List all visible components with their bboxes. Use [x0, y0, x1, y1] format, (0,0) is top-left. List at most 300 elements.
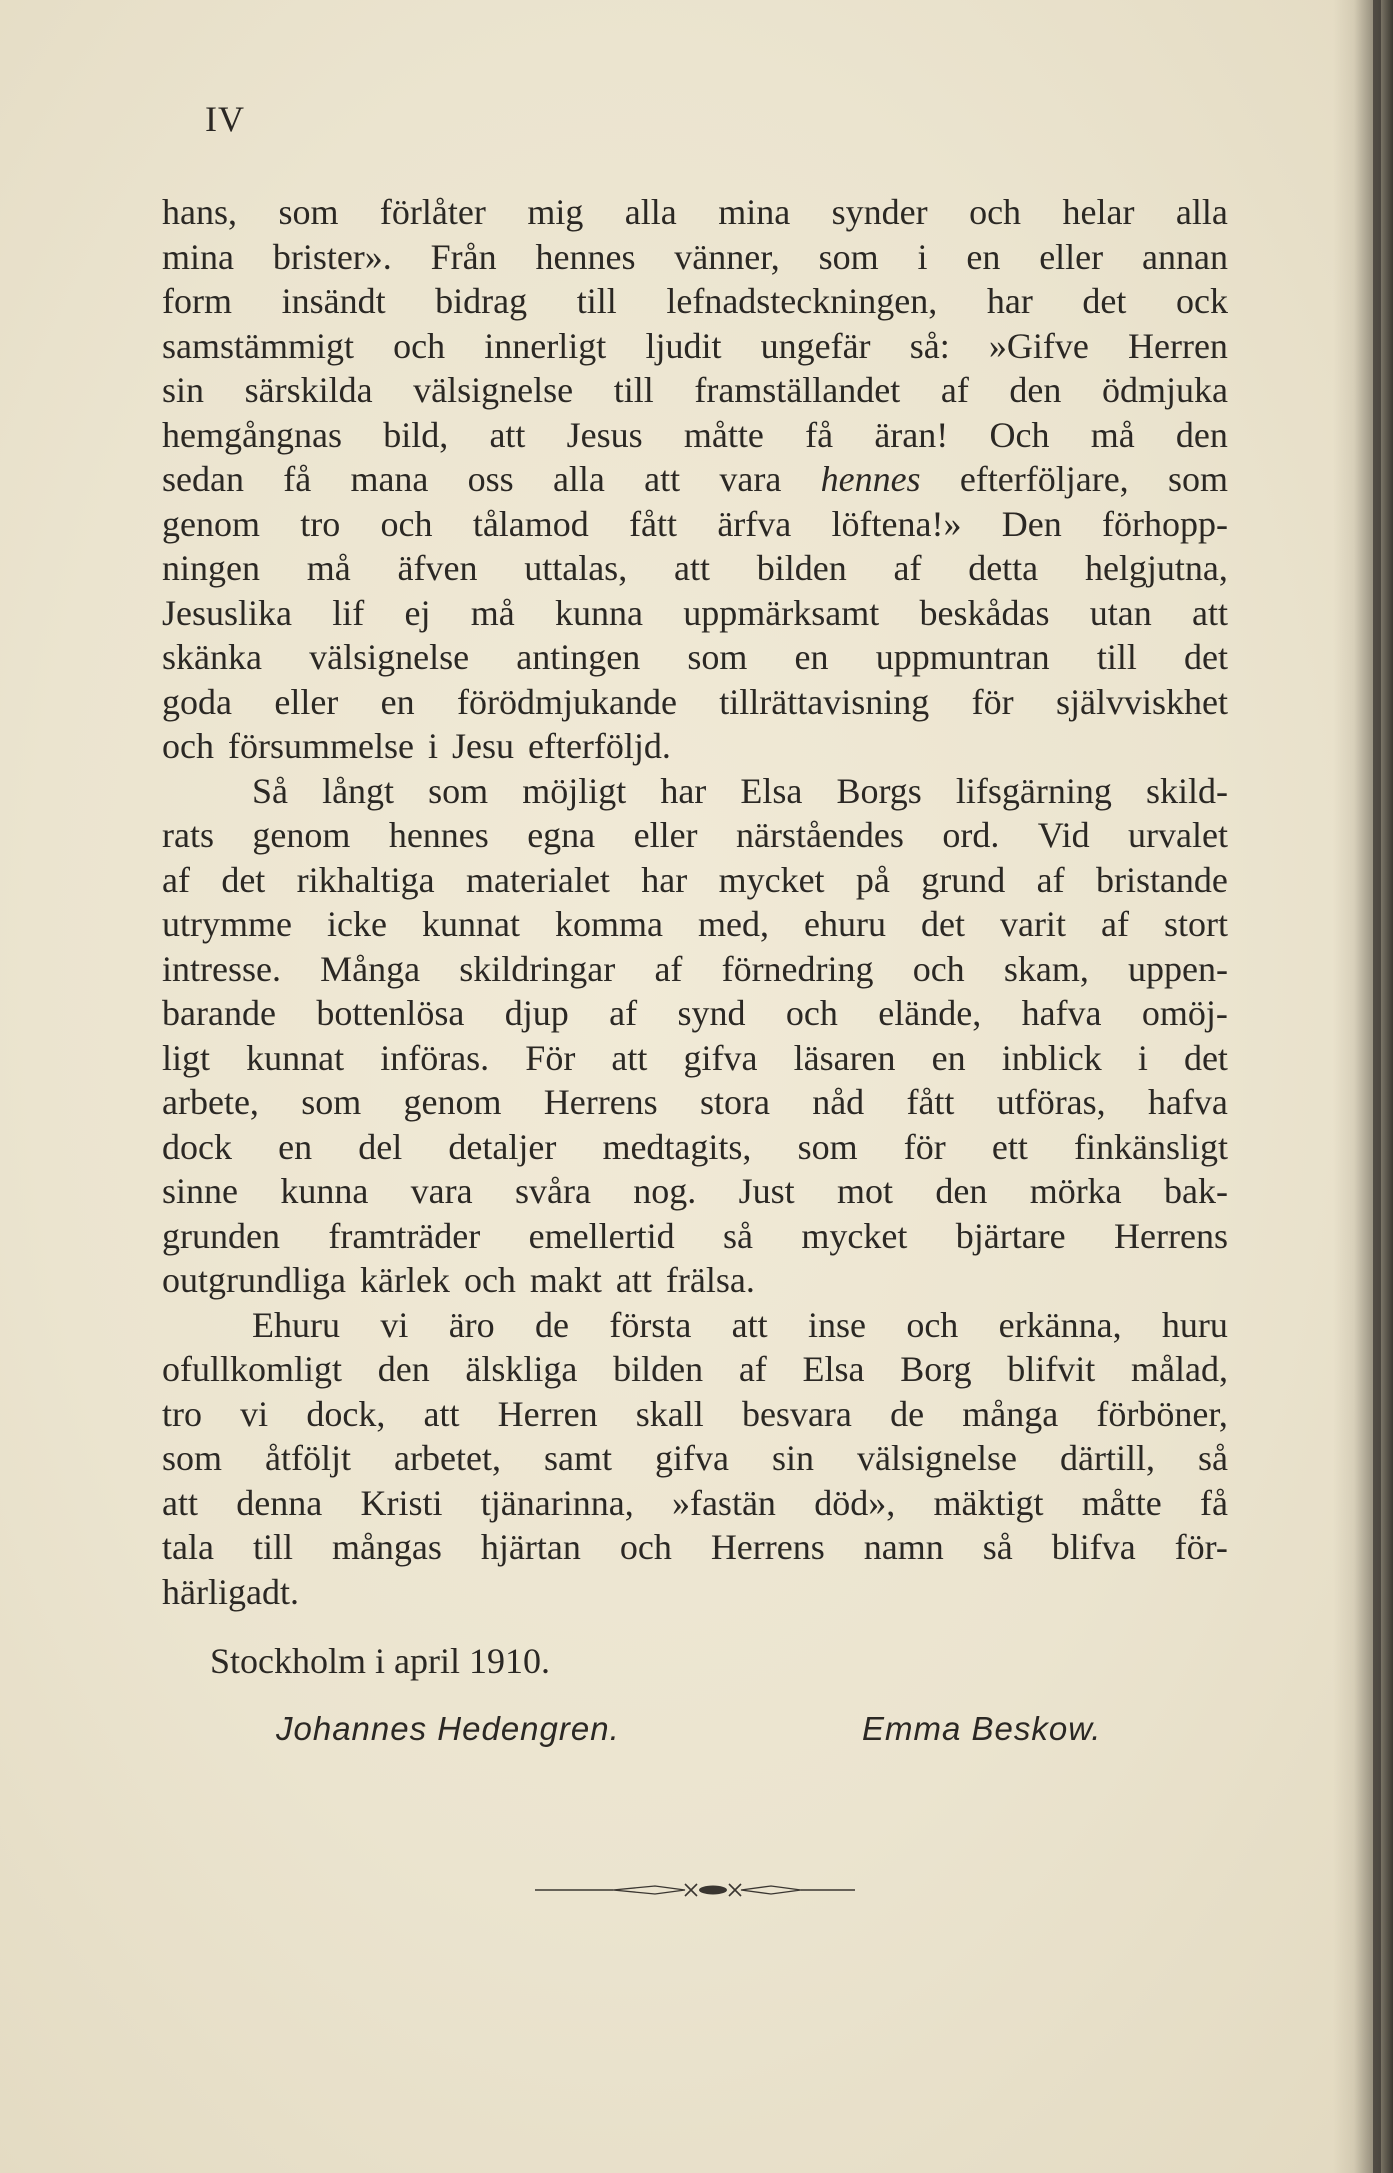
word: rikhaltiga: [296, 859, 435, 900]
word: dock,: [306, 1393, 386, 1434]
word: »Gifve: [988, 325, 1089, 366]
word: en: [931, 1037, 966, 1078]
word: urvalet: [1128, 815, 1228, 855]
word: måtte: [1081, 1482, 1162, 1523]
word: härligadt.: [162, 1571, 299, 1612]
word: sinne: [162, 1171, 238, 1211]
word: närståendes: [735, 815, 904, 855]
word: att: [489, 414, 526, 455]
word: för: [971, 681, 1014, 722]
word: det: [221, 859, 266, 900]
text-line: [162, 1347, 1228, 1392]
word: hafva: [1147, 1082, 1228, 1122]
word: välsignelse: [309, 637, 470, 677]
word: en: [966, 236, 1001, 277]
word: en: [794, 637, 829, 677]
word: samstämmigt: [162, 325, 354, 366]
word: åtföljt: [265, 1438, 352, 1478]
word: Borgs: [836, 770, 922, 811]
word: och: [380, 503, 433, 544]
word: beskådas: [919, 592, 1050, 633]
word: framträder: [328, 1215, 481, 1256]
word: medtagits,: [602, 1126, 752, 1167]
word: de: [890, 1393, 925, 1434]
word: vi: [240, 1393, 269, 1434]
word: »fastän: [671, 1482, 776, 1523]
word: efterföljare,: [959, 459, 1129, 499]
word: vänner,: [674, 236, 780, 277]
word: sin: [162, 370, 205, 410]
text-line: [162, 1125, 1228, 1170]
word: i: [427, 726, 438, 766]
word: välsignelse: [413, 370, 574, 410]
ornament-divider: [535, 1880, 855, 1900]
word: på: [855, 859, 890, 900]
word: att: [423, 1393, 460, 1434]
word: och: [912, 948, 965, 989]
word: äran!: [874, 414, 949, 455]
word: få: [805, 414, 834, 455]
word: finkänsligt: [1073, 1126, 1228, 1167]
word: och: [619, 1527, 672, 1567]
word: fått: [906, 1082, 955, 1122]
word: djup: [504, 993, 569, 1033]
binding-shadow: [1333, 0, 1393, 2173]
word: barande: [162, 993, 276, 1033]
word: oss: [467, 459, 514, 499]
word: mina: [718, 192, 791, 232]
word: vi: [380, 1304, 409, 1345]
word: särskilda: [244, 370, 373, 410]
word: hennes: [535, 236, 636, 277]
word: äro: [448, 1304, 495, 1345]
word: död»,: [814, 1482, 896, 1523]
word: hemgångnas: [162, 414, 342, 455]
word: må: [306, 548, 351, 588]
word: i: [1137, 1037, 1148, 1078]
word: erkänna,: [998, 1304, 1122, 1345]
word: efterföljd.: [527, 726, 671, 766]
word: inse: [807, 1304, 866, 1345]
word: ningen: [162, 548, 260, 588]
word: den: [377, 1349, 430, 1389]
word: varit: [999, 904, 1066, 944]
word: införas.: [380, 1037, 490, 1078]
word: Elsa: [802, 1349, 865, 1389]
signature-hedengren: Johannes Hedengren.: [276, 1710, 620, 1747]
word: bjärtare: [955, 1215, 1066, 1256]
word: egna: [527, 815, 596, 855]
word: det: [1184, 637, 1228, 677]
word: kunna: [280, 1171, 369, 1211]
word: mångas: [331, 1527, 442, 1567]
text-line: [162, 413, 1228, 458]
word: välsignelse: [857, 1438, 1017, 1478]
word: förödmjukande: [457, 681, 677, 722]
word: elände,: [878, 993, 982, 1033]
word: Herrens: [543, 1082, 658, 1122]
text-line: [162, 190, 1228, 235]
word: lifsgärning: [955, 770, 1112, 811]
word: tjänarinna,: [480, 1482, 634, 1523]
word: synder: [831, 192, 928, 232]
word: att: [731, 1304, 768, 1345]
word: ödmjuka: [1102, 370, 1228, 410]
word: hans,: [162, 192, 237, 232]
text-line: [162, 813, 1228, 858]
word: bottenlösa: [316, 993, 465, 1033]
word: så: [982, 1527, 1013, 1567]
word: inblick: [1001, 1037, 1102, 1078]
word: mina: [162, 236, 234, 277]
word: uppmuntran: [875, 637, 1050, 677]
word: arbetet,: [394, 1438, 501, 1478]
word: tala: [162, 1527, 214, 1567]
word: Den: [1001, 503, 1062, 544]
word: kunna: [555, 592, 644, 633]
word: mig: [527, 192, 584, 232]
word: som: [1167, 459, 1228, 499]
word: ej: [404, 592, 431, 633]
word: den: [1009, 370, 1062, 410]
word: kunnat: [246, 1037, 345, 1078]
word: långt: [322, 770, 395, 811]
word: bidrag: [435, 281, 528, 321]
word: af: [940, 370, 969, 410]
word: kunnat: [421, 904, 520, 944]
word: Herrens: [1114, 1215, 1228, 1256]
text-line: [162, 902, 1228, 947]
word: utföras,: [996, 1082, 1106, 1122]
text-line: [162, 457, 1228, 502]
text-line: [162, 546, 1228, 591]
text-line: [162, 1436, 1228, 1481]
word: insändt: [281, 281, 386, 321]
word: lif: [332, 592, 365, 633]
word: ungefär: [760, 325, 871, 366]
word: dock: [162, 1126, 232, 1167]
word: må: [1090, 414, 1135, 455]
word: mana: [350, 459, 429, 499]
word: lefnadsteckningen,: [666, 281, 938, 321]
word: uppen-: [1128, 948, 1228, 989]
word: skall: [635, 1393, 704, 1434]
word: omöj-: [1141, 993, 1228, 1033]
word: uttalas,: [524, 548, 628, 588]
word: svåra: [514, 1171, 591, 1211]
text-line: [162, 1169, 1228, 1214]
word: skildringar: [459, 948, 616, 989]
word: läsaren: [793, 1037, 896, 1078]
word: synd: [677, 993, 746, 1033]
word: mäktigt: [933, 1482, 1044, 1523]
word: i: [917, 236, 928, 277]
word: helgjutna,: [1084, 548, 1228, 588]
word: genom: [403, 1082, 502, 1122]
word: ock: [1175, 281, 1228, 321]
word: en: [278, 1126, 313, 1167]
word: genom: [162, 503, 260, 544]
text-line: [162, 1570, 1228, 1615]
word: emellertid: [528, 1215, 675, 1256]
word: bilden: [756, 548, 847, 588]
word: och: [906, 1304, 959, 1345]
word: utan: [1089, 592, 1152, 633]
word: bak-: [1164, 1171, 1228, 1211]
word: vara: [719, 459, 782, 499]
word: den: [1175, 414, 1228, 455]
word: det: [920, 904, 965, 944]
word: tro: [300, 503, 341, 544]
text-line: [162, 1303, 1228, 1348]
word: goda: [162, 681, 232, 722]
word: den: [935, 1171, 988, 1211]
word: fått: [629, 503, 678, 544]
word: Jesus: [566, 414, 643, 455]
word: älskliga: [465, 1349, 578, 1389]
word: Herren: [1127, 325, 1228, 366]
word: mycket: [801, 1215, 908, 1256]
body-text: [162, 190, 1228, 1614]
word: af: [1036, 859, 1065, 900]
word: mycket: [718, 859, 825, 900]
text-line: [162, 1525, 1228, 1570]
word: utrymme: [162, 904, 292, 944]
word: till: [252, 1527, 293, 1567]
text-line: [162, 769, 1228, 814]
word: och: [969, 192, 1022, 232]
word: att: [673, 548, 710, 588]
word: ligt: [162, 1037, 211, 1078]
word: till: [613, 370, 654, 410]
word: alla: [552, 459, 605, 499]
text-line: [162, 1481, 1228, 1526]
word: materialet: [465, 859, 610, 900]
word: Elsa: [740, 770, 803, 811]
word: det: [1183, 1037, 1228, 1078]
text-line: [162, 1258, 1228, 1303]
word: förhopp-: [1102, 503, 1228, 544]
word: som: [818, 236, 879, 277]
word: Borg: [900, 1349, 972, 1389]
word: icke: [327, 904, 387, 944]
word: Och: [989, 414, 1050, 455]
word: eller: [274, 681, 339, 722]
word: Herrens: [710, 1527, 825, 1567]
word: komma: [554, 904, 663, 944]
word: som: [278, 192, 339, 232]
word: bild,: [383, 414, 449, 455]
word: många: [962, 1393, 1059, 1434]
word: alla: [624, 192, 677, 232]
word: få: [1199, 1482, 1228, 1523]
word: nog.: [633, 1171, 697, 1211]
word: eller: [633, 815, 698, 855]
word: ord.: [942, 815, 1000, 855]
binding-edge: [1373, 0, 1381, 2173]
word: målad,: [1131, 1349, 1228, 1389]
word: att: [644, 459, 681, 499]
word: nåd: [812, 1082, 865, 1122]
word: rats: [162, 815, 214, 855]
word: som: [687, 637, 748, 677]
word: framställandet: [694, 370, 901, 410]
word: ljudit: [645, 325, 722, 366]
word: så:: [909, 325, 950, 366]
word: besvara: [741, 1393, 852, 1434]
word: förlåter: [379, 192, 486, 232]
word: att: [162, 1482, 198, 1523]
word: en: [380, 681, 415, 722]
word: Kristi: [360, 1482, 443, 1523]
word: Jesuslika: [162, 592, 292, 633]
word: form: [162, 281, 232, 321]
text-line: [162, 858, 1228, 903]
word: tro: [162, 1393, 202, 1434]
word: försummelse: [227, 726, 414, 766]
word: denna: [236, 1482, 323, 1523]
word: som: [162, 1438, 223, 1478]
word: detta: [968, 548, 1039, 588]
word: till: [1096, 637, 1137, 677]
word: bilden: [613, 1349, 704, 1389]
word: stora: [699, 1082, 770, 1122]
word: bristande: [1095, 859, 1228, 900]
word: blifva: [1051, 1527, 1136, 1567]
word: genom: [252, 815, 351, 855]
word: få: [283, 459, 312, 499]
word: vara: [410, 1171, 473, 1211]
word: möjligt: [522, 770, 627, 811]
word: mörka: [1029, 1171, 1122, 1211]
word: makt: [529, 1260, 602, 1300]
word: tålamod: [472, 503, 589, 544]
word: af: [654, 948, 683, 989]
word: måtte: [683, 414, 764, 455]
word: och: [785, 993, 838, 1033]
text-line: [162, 635, 1228, 680]
word: och: [393, 325, 446, 366]
word: gifva: [655, 1438, 729, 1478]
word: hennes: [388, 815, 489, 855]
word: för: [903, 1126, 946, 1167]
word: samt: [543, 1438, 612, 1478]
word: ärfva: [717, 503, 792, 544]
word: skänka: [162, 637, 262, 677]
word: äfven: [397, 548, 478, 588]
word: af: [609, 993, 638, 1033]
word: första: [609, 1304, 692, 1345]
word: att: [1192, 592, 1228, 633]
word: För: [525, 1037, 576, 1078]
word: af: [1100, 904, 1129, 944]
signature-beskow: Emma Beskow.: [862, 1710, 1102, 1747]
word: ofullkomligt: [162, 1349, 342, 1389]
word: därtill,: [1060, 1438, 1155, 1478]
word: Herren: [497, 1393, 598, 1434]
word: förböner,: [1096, 1393, 1228, 1434]
word: hjärtan: [480, 1527, 581, 1567]
word: Många: [320, 948, 421, 989]
word: kärlek: [359, 1260, 450, 1300]
text-line: [162, 947, 1228, 992]
word: del: [358, 1126, 403, 1167]
word: som: [797, 1126, 858, 1167]
word: har: [986, 281, 1033, 321]
word: må: [470, 592, 515, 633]
word: ett: [991, 1126, 1028, 1167]
word: outgrundliga: [162, 1260, 346, 1300]
word: det: [1082, 281, 1127, 321]
word: blifvit: [1007, 1349, 1096, 1389]
word: grunden: [162, 1215, 280, 1256]
text-line: [162, 680, 1228, 725]
word: Så: [252, 770, 288, 811]
word: innerligt: [484, 325, 607, 366]
word: af: [893, 548, 922, 588]
word: gifva: [683, 1037, 758, 1078]
word: frälsa.: [665, 1260, 755, 1300]
word: som: [428, 770, 489, 811]
word: och: [162, 726, 214, 766]
word: med,: [697, 904, 769, 944]
word: annan: [1142, 236, 1228, 277]
word: skild-: [1145, 770, 1228, 811]
word: tillrättavisning: [719, 681, 930, 722]
word: sedan: [162, 459, 244, 499]
word: eller: [1039, 236, 1104, 277]
word: för-: [1174, 1527, 1228, 1567]
text-line: [162, 591, 1228, 636]
word: namn: [863, 1527, 944, 1567]
word: brister».: [272, 236, 392, 277]
word: till: [576, 281, 617, 321]
word: att: [615, 1260, 652, 1300]
text-line: [162, 502, 1228, 547]
word: Jesu: [451, 726, 514, 766]
word: löftena!»: [831, 503, 962, 544]
word: har: [641, 859, 688, 900]
word: förnedring: [721, 948, 874, 989]
text-line: [162, 1392, 1228, 1437]
text-line: [162, 1036, 1228, 1081]
word: har: [660, 770, 707, 811]
page-number: IV: [205, 99, 245, 139]
word: alla: [1175, 192, 1228, 232]
word: detaljer: [448, 1126, 557, 1167]
word: självviskhet: [1055, 681, 1228, 722]
word: de: [535, 1304, 569, 1345]
word: ehuru: [803, 904, 886, 944]
text-line: [162, 279, 1228, 324]
text-line: [162, 324, 1228, 369]
word: huru: [1161, 1304, 1228, 1345]
word: af: [738, 1349, 767, 1389]
text-line: [162, 235, 1228, 280]
word: som: [301, 1082, 362, 1122]
word: grund: [921, 859, 1006, 900]
word: hafva: [1021, 993, 1102, 1033]
word: så: [722, 1215, 753, 1256]
word: sin: [771, 1438, 814, 1478]
word: så: [1198, 1438, 1228, 1478]
word: och: [463, 1260, 516, 1300]
text-line: [162, 368, 1228, 413]
text-line: [162, 991, 1228, 1036]
word: af: [162, 859, 190, 900]
text-line: [162, 1214, 1228, 1259]
word: helar: [1062, 192, 1135, 232]
